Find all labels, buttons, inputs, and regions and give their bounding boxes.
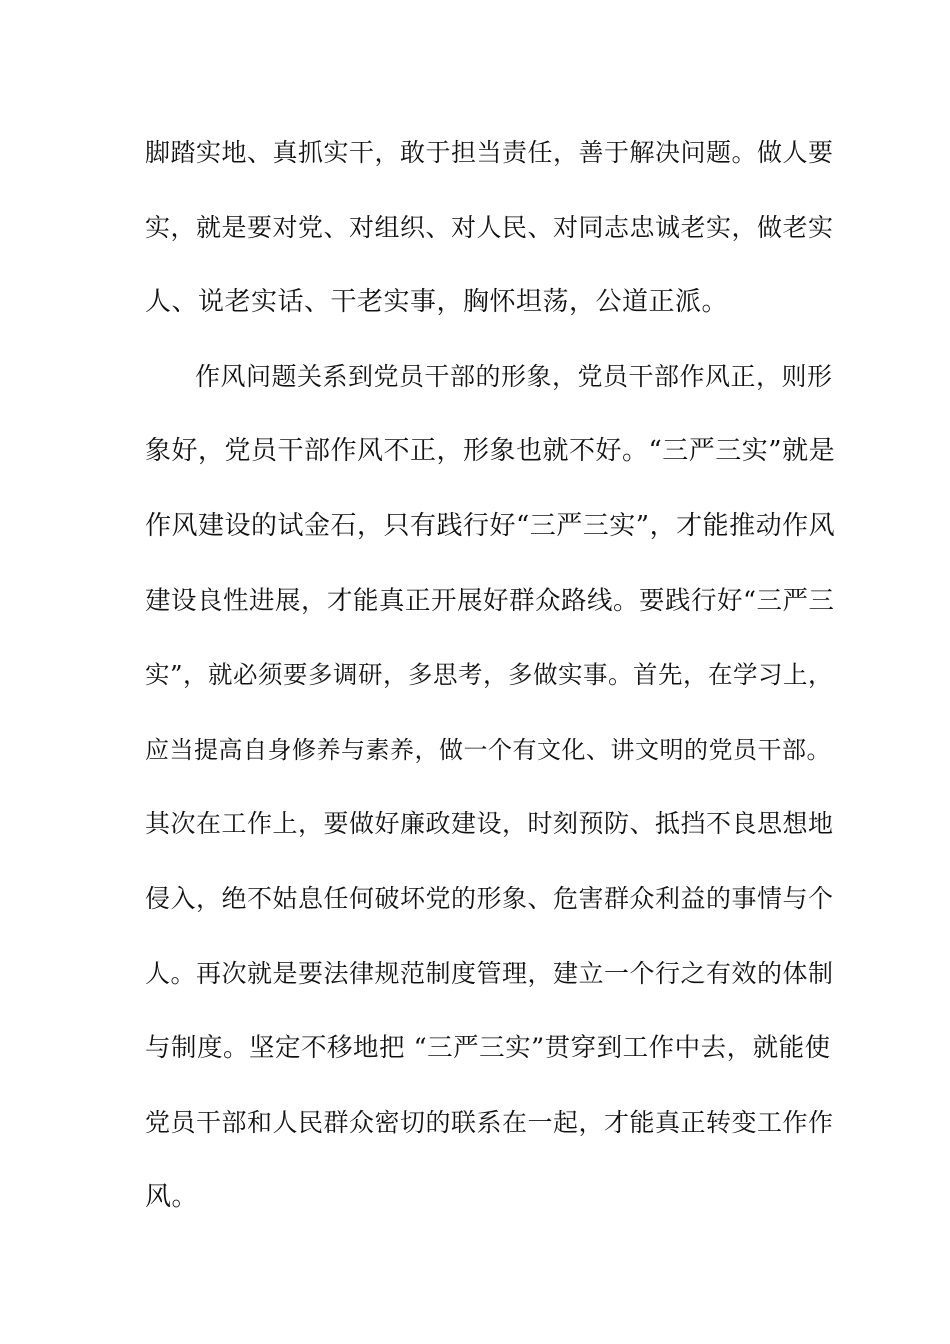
text-line: 脚踏实地、真抓实干，敢于担当责任，善于解决问题。做人要: [145, 138, 834, 167]
paragraph-start-line: 作风问题关系到党员干部的形象，党员干部作风正，则形: [195, 361, 833, 391]
text-line: 与制度。坚定不移地把 “三严三实”贯穿到工作中去，就能使: [145, 1033, 831, 1064]
text-line: 人、说老实话、干老实事，胸怀坦荡，公道正派。: [145, 287, 729, 318]
text-line: 党员干部和人民群众密切的联系在一起，才能真正转变工作作: [145, 1107, 834, 1137]
text-line: 建设良性进展，才能真正开展好群众路线。要践行好“三严三: [145, 585, 835, 616]
text-line: 其次在工作上，要做好廉政建设，时刻预防、抵挡不良思想地: [145, 809, 834, 839]
text-line: 人。再次就是要法律规范制度管理，建立一个行之有效的体制: [145, 958, 834, 988]
body-text: [145, 129, 836, 1248]
text-line: 侵入，绝不姑息任何破坏党的形象、危害群众利益的事情与个: [145, 883, 834, 913]
text-line: 作风建设的试金石，只有践行好“三严三实”，才能推动作风: [145, 510, 836, 541]
text-line: 象好，党员干部作风不正，形象也就不好。“三严三实”就是: [145, 436, 836, 467]
text-line: 实，就是要对党、对组织、对人民、对同志忠诚老实，做老实: [145, 212, 834, 242]
text-line: 应当提高自身修养与素养，做一个有文化、讲文明的党员干部。: [145, 735, 831, 764]
text-line: 风。: [145, 1182, 199, 1213]
text-line: 实”，就必须要多调研，多思考，多做实事。首先，在学习上，: [145, 660, 834, 690]
